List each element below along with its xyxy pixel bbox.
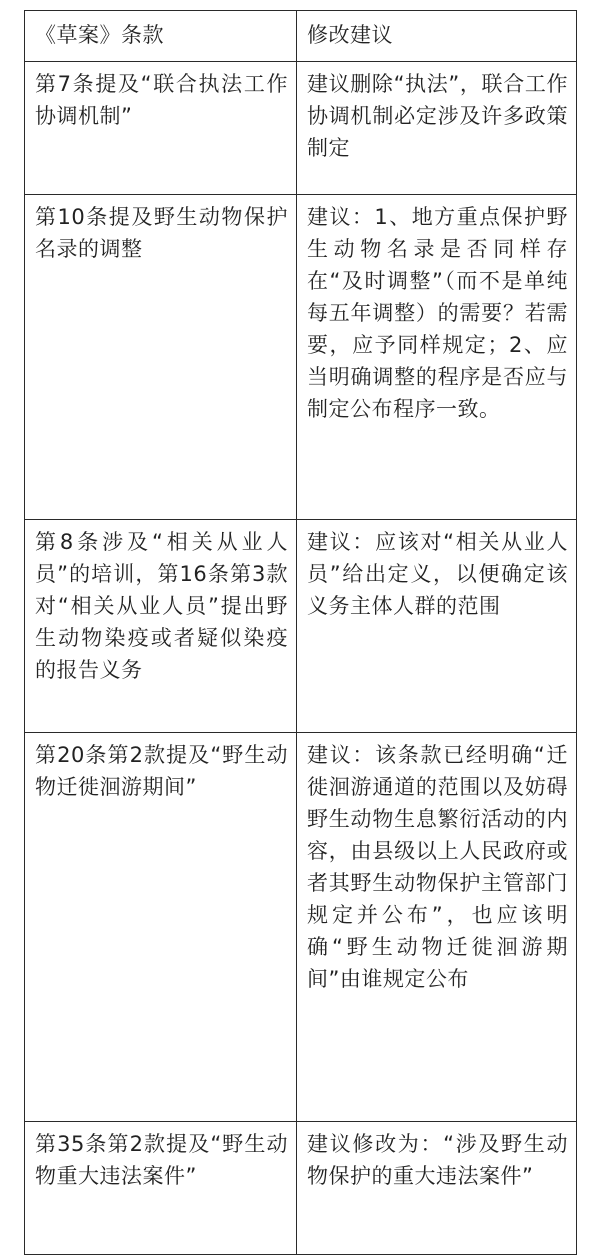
clause-cell: 第10条提及野生动物保护名录的调整 (25, 195, 297, 520)
header-clause: 《草案》条款 (25, 11, 297, 62)
table-row (25, 62, 577, 195)
table-row (25, 1122, 577, 1255)
clause-cell: 第20条第2款提及“野生动物迁徙洄游期间” (25, 733, 297, 1122)
table-row (25, 195, 577, 520)
clause-cell: 第8条涉及“相关从业人员”的培训，第16条第3款对“相关从业人员”提出野生动物染疫或者疑似染疫的报告义务 (25, 520, 297, 733)
suggestion-cell: 建议：应该对“相关从业人员”给出定义，以便确定该义务主体人群的范围 (297, 520, 577, 733)
clause-suggestion-table (24, 10, 577, 1255)
suggestion-cell: 建议修改为：“涉及野生动物保护的重大违法案件” (297, 1122, 577, 1255)
table-header-row (25, 11, 577, 62)
table-row (25, 733, 577, 1122)
suggestion-cell: 建议：1、地方重点保护野生动物名录是否同样存在“及时调整”（而不是单纯每五年调整）的需要？若需要，应予同样规定；2、应当明确调整的程序是否应与制定公布程序一致。 (297, 195, 577, 520)
clause-cell: 第35条第2款提及“野生动物重大违法案件” (25, 1122, 297, 1255)
table-row (25, 520, 577, 733)
suggestion-cell: 建议删除“执法”，联合工作协调机制必定涉及许多政策制定 (297, 62, 577, 195)
header-suggestion: 修改建议 (297, 11, 577, 62)
suggestion-cell: 建议：该条款已经明确“迁徙洄游通道的范围以及妨碍野生动物生息繁衍活动的内容，由县级以上人民政府或者其野生动物保护主管部门规定并公布”，也应该明确“野生动物迁徙洄游期间”由谁规定公布 (297, 733, 577, 1122)
clause-cell: 第7条提及“联合执法工作协调机制” (25, 62, 297, 195)
